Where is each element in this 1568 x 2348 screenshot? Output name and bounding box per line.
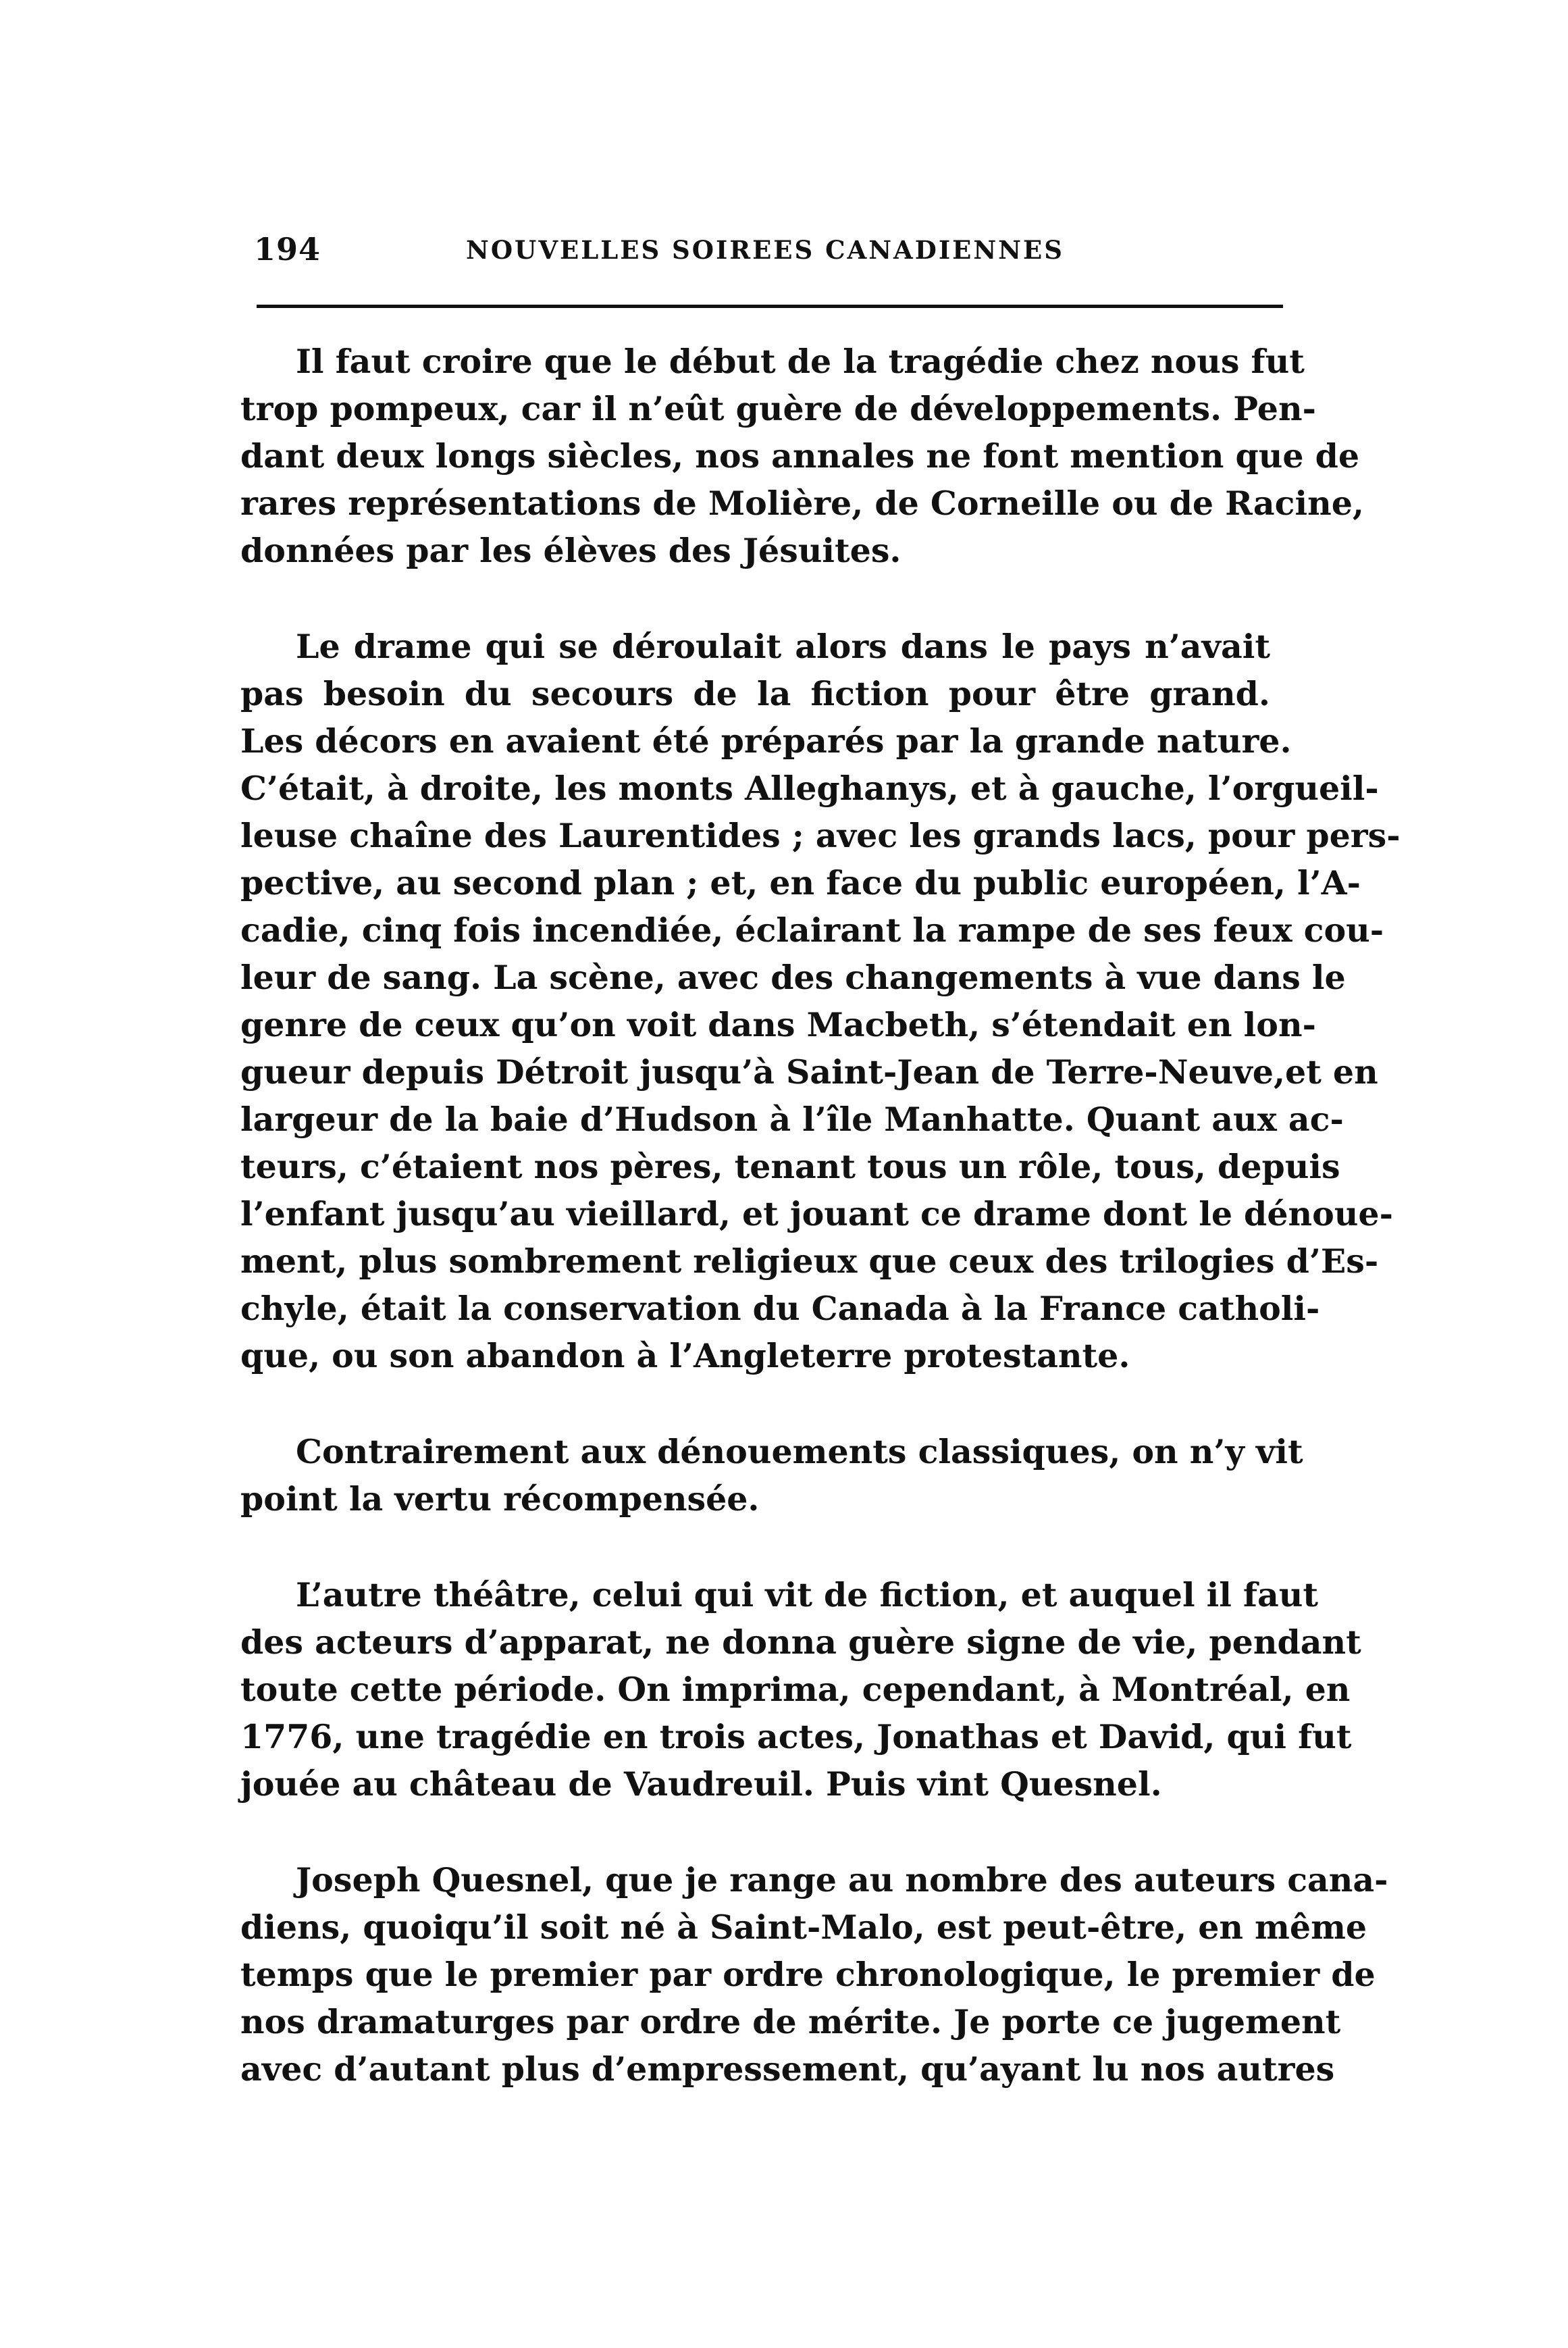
text-line: teurs, c’étaient nos pères, tenant tous un rôle, tous, depuis [240,1147,1340,1186]
text-line: diens, quoiqu’il soit né à Saint-Malo, est peut-être, en même [240,1908,1367,1947]
text-line: Le drame qui se déroulait alors dans le pays n’avait [296,627,1270,666]
text-line: Contrairement aux dénouements classiques, on n’y vit [296,1432,1303,1471]
text-line: toute cette période. On imprima, cependant, à Montréal, en [240,1670,1351,1709]
text-line: largeur de la baie d’Hudson à l’île Manhatte. Quant aux ac- [240,1100,1344,1139]
text-line: Les décors en avaient été préparés par la grande nature. [240,721,1292,761]
text-line: l’enfant jusqu’au vieillard, et jouant ce drame dont le dénoue- [240,1194,1393,1233]
text-line: ment, plus sombrement religieux que ceux des trilogies d’Es- [240,1242,1379,1281]
body-text [240,338,1401,2141]
text-line: avec d’autant plus d’empressement, qu’ayant lu nos autres [240,2049,1335,2089]
text-line: trop pompeux, car il n’eût guère de développements. Pen- [240,389,1316,428]
paragraph [240,1571,1361,1808]
text-line: point la vertu récompensée. [240,1479,760,1518]
text-line: pective, au second plan ; et, en face du public européen, l’A- [240,863,1361,902]
text-line: que, ou son abandon à l’Angleterre protestante. [240,1336,1130,1375]
running-title: NOUVELLES SOIREES CANADIENNES [466,235,1064,265]
text-line: dant deux longs siècles, nos annales ne font mention que de [240,436,1360,476]
text-line: leur de sang. La scène, avec des changements à vue dans le [240,958,1346,997]
text-line: rares représentations de Molière, de Corneille ou de Racine, [240,484,1364,523]
paragraph [240,1856,1388,2093]
text-line: données par les élèves des Jésuites. [240,531,901,570]
paragraph [240,623,1401,1379]
paragraph [240,1428,1303,1523]
paragraph [240,338,1364,574]
text-line: Il faut croire que le début de la tragédie chez nous fut [296,342,1305,381]
text-line: C’était, à droite, les monts Alleghanys, et à gauche, l’orgueil- [240,769,1379,808]
text-line: jouée au château de Vaudreuil. Puis vint Quesnel. [240,1764,1162,1804]
text-line: genre de ceux qu’on voit dans Macbeth, s’étendait en lon- [240,1005,1316,1044]
text-line: des acteurs d’apparat, ne donna guère signe de vie, pendant [240,1623,1361,1662]
text-line: leuse chaîne des Laurentides ; avec les grands lacs, pour pers- [240,816,1401,855]
header-rule [257,305,1283,308]
text-line: Joseph Quesnel, que je range au nombre des auteurs cana- [296,1860,1388,1899]
text-line: chyle, était la conservation du Canada à la France catholi- [240,1289,1320,1328]
text-line: pas besoin du secours de la fiction pour être grand. [240,674,1270,713]
text-line: cadie, cinq fois incendiée, éclairant la rampe de ses feux cou- [240,911,1384,950]
text-line: temps que le premier par ordre chronologique, le premier de [240,1955,1376,1994]
text-line: nos dramaturges par ordre de mérite. Je porte ce jugement [240,2002,1341,2041]
text-line: L’autre théâtre, celui qui vit de fiction, et auquel il faut [296,1575,1318,1614]
text-line: gueur depuis Détroit jusqu’à Saint-Jean de Terre-Neuve,et en [240,1052,1378,1092]
page-number: 194 [254,231,321,267]
text-line: 1776, une tragédie en trois actes, Jonathas et David, qui fut [240,1717,1352,1756]
